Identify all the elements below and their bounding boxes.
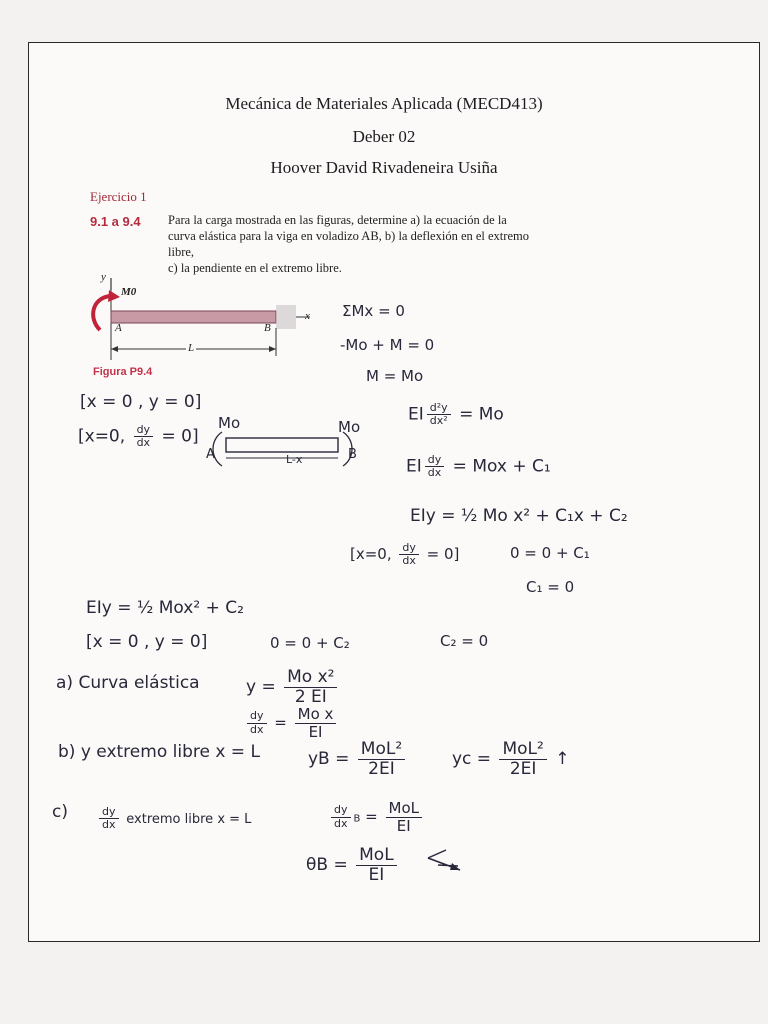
c-text: extremo libre x = L: [126, 812, 252, 828]
eq-moment: M = Mo: [366, 367, 424, 385]
c-dy-num: dy: [99, 806, 119, 819]
bc3-fraction: [399, 542, 419, 567]
fbd-left-moment: Mo: [218, 414, 241, 432]
figure-point-b: B: [264, 322, 271, 334]
c-slope-num: dy: [331, 804, 351, 817]
statement-line-2: curva elástica para la viga en voladizo AB, b) la deflexión en el extremo libre,: [168, 229, 529, 259]
c-slope-fraction: [331, 804, 351, 829]
answer-c-label: c): [52, 802, 68, 822]
statement-line-1: Para la carga mostrada en las figuras, determine a) la ecuación de la: [168, 213, 507, 227]
student-name: Hoover David Rivadeneira Usiña: [270, 158, 498, 177]
theta-fraction: [356, 846, 397, 884]
eq-c1-substitution: 0 = 0 + C₁: [510, 544, 590, 562]
eq-second-derivative: [408, 402, 504, 427]
boundary-condition-2: [78, 424, 199, 449]
eq-balance: -Mo + M = 0: [340, 336, 435, 354]
a-y-num: Mo x²: [284, 668, 337, 688]
ei-dy-fraction: [425, 454, 445, 479]
eq-c2-substitution: 0 = 0 + C₂: [270, 634, 350, 652]
eq-deflection-general: EIy = ½ Mo x² + C₁x + C₂: [410, 506, 628, 526]
bc3-rhs: = 0]: [426, 545, 460, 564]
figure-length: L: [188, 342, 195, 354]
answer-b-deflection-c: [452, 740, 569, 778]
bc3-den: dx: [402, 554, 416, 568]
course-title: Mecánica de Materiales Aplicada (MECD413): [225, 94, 543, 113]
a-y-lhs: y =: [246, 677, 276, 698]
figure-moment-label: M0: [121, 286, 137, 298]
a-dy-rfraction: [295, 706, 337, 740]
ei-ddy-den: dx²: [429, 414, 448, 428]
c-slope-rnum: MoL: [386, 800, 422, 818]
bc3-lhs: [x=0,: [350, 545, 392, 564]
c-slope-eq: =: [365, 807, 378, 826]
b-yc-num: MoL²: [499, 740, 546, 760]
theta-num: MoL: [356, 846, 397, 866]
answer-b-deflection-b: [308, 740, 408, 778]
answer-c-slope-at-b: [328, 800, 425, 834]
figure-y-axis: y: [101, 271, 106, 283]
bc2-rhs: = 0]: [161, 426, 199, 447]
exercise-label: Ejercicio 1: [90, 189, 147, 204]
figure-x-axis: x: [305, 310, 310, 322]
b-yc-lhs: yc =: [452, 749, 492, 770]
ei-ddy-rhs: = Mo: [459, 404, 504, 425]
ei-dy-lhs: EI: [406, 456, 422, 477]
a-y-den: 2 EI: [294, 686, 327, 707]
boundary-condition-3: [350, 542, 459, 567]
boundary-condition-1: [x = 0 , y = 0]: [80, 392, 202, 412]
ei-dy-rhs: = Mox + C₁: [452, 456, 551, 477]
b-yb-lhs: yB =: [308, 749, 350, 770]
answer-c-description: [96, 806, 251, 831]
assignment-title: Deber 02: [352, 127, 416, 146]
c-dy-fraction: [99, 806, 119, 831]
a-dy-rnum: Mo x: [295, 706, 337, 724]
boundary-condition-4: [x = 0 , y = 0]: [86, 632, 208, 652]
c-slope-rfraction: [386, 800, 422, 834]
statement-line-3: c) la pendiente en el extremo libre.: [168, 261, 342, 275]
b-yc-fraction: [499, 740, 546, 778]
theta-den: EI: [368, 864, 385, 885]
answer-c-theta: [306, 846, 400, 884]
up-arrow-icon: ↑: [555, 749, 570, 770]
problem-number: 9.1 a 9.4: [90, 214, 141, 229]
fixed-support: [276, 305, 296, 329]
b-yb-fraction: [358, 740, 405, 778]
ei-dy-num: dy: [425, 454, 445, 467]
bc2-num: dy: [134, 424, 154, 437]
figure-caption: Figura P9.4: [93, 366, 153, 378]
c-slope-den: dx: [334, 816, 348, 830]
ei-dy-den: dx: [427, 466, 442, 480]
bc2-fraction: [134, 424, 154, 449]
fbd-beam: [226, 438, 338, 452]
answer-a-slope: [244, 706, 339, 740]
b-yb-num: MoL²: [358, 740, 405, 760]
ei-ddy-num: d²y: [427, 402, 451, 415]
bc2-den: dx: [136, 436, 151, 450]
answer-a-label: a) Curva elástica: [56, 673, 200, 693]
c-slope-sub: B: [353, 813, 361, 825]
ei-ddy-fraction: [427, 402, 451, 427]
c-slope-rden: EI: [396, 816, 411, 835]
eq-c1-result: C₁ = 0: [526, 578, 575, 596]
moment-arrow-icon: [93, 296, 110, 330]
ei-ddy-lhs: EI: [408, 404, 424, 425]
a-y-fraction: [284, 668, 337, 706]
fbd-length: L-x: [286, 453, 303, 466]
b-yc-den: 2EI: [509, 758, 537, 779]
a-dy-num: dy: [247, 710, 267, 723]
bc3-num: dy: [399, 542, 419, 555]
a-dy-rden: EI: [308, 722, 323, 741]
answer-b-label: b) y extremo libre x = L: [58, 742, 260, 762]
a-dy-den: dx: [250, 722, 264, 736]
eq-first-derivative: [406, 454, 551, 479]
a-dy-eq: =: [274, 713, 287, 732]
cantilever-beam: [111, 311, 276, 323]
fbd-point-a: A: [206, 447, 215, 462]
theta-lhs: θB =: [306, 855, 348, 876]
answer-a-elastic-curve: [246, 668, 340, 706]
eq-deflection-reduced: EIy = ½ Mox² + C₂: [86, 598, 244, 618]
eq-c2-result: C₂ = 0: [440, 632, 489, 650]
c-dy-den: dx: [102, 818, 116, 832]
fbd-point-b: B: [348, 447, 357, 462]
fbd-right-moment: Mo: [338, 418, 361, 436]
b-yb-den: 2EI: [368, 758, 395, 779]
eq-sum-moments: ΣMx = 0: [342, 302, 405, 320]
figure-point-a: A: [115, 322, 122, 334]
bc2-lhs: [x=0,: [78, 426, 126, 447]
a-dy-fraction: [247, 710, 267, 735]
